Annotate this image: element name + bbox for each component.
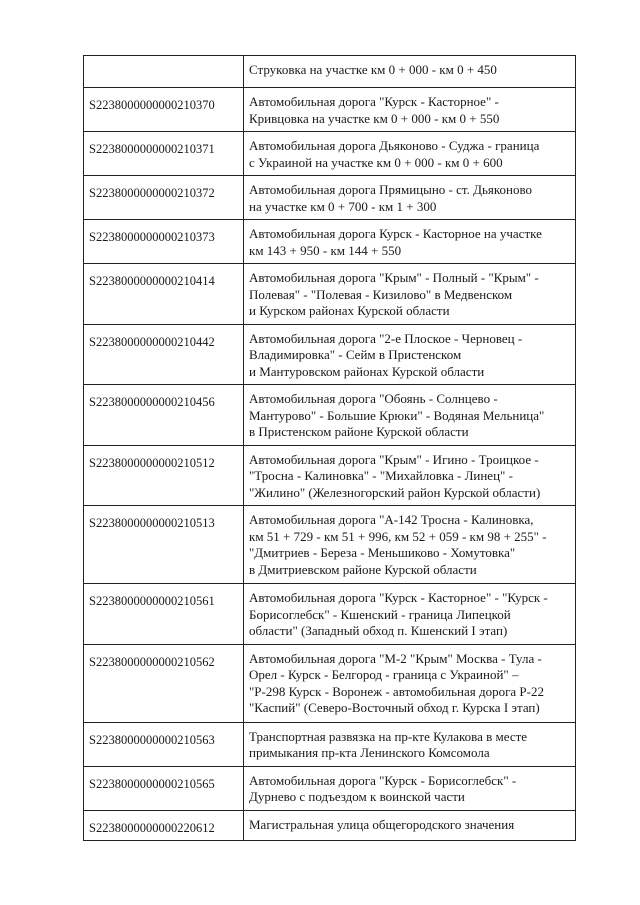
row-description: Транспортная развязка на пр-кте Кулакова в месте примыкания пр-кта Ленинского Комсомола xyxy=(244,722,576,766)
table-row xyxy=(84,810,576,841)
row-description: Струковка на участке км 0 + 000 - км 0 + 450 xyxy=(244,56,576,88)
table-row xyxy=(84,644,576,722)
table-row xyxy=(84,176,576,220)
row-code: S2238000000000210561 xyxy=(84,584,244,645)
row-description: Автомобильная дорога "Курск - Касторное" - "Курск - Борисоглебск" - Кшенский - граница Липецкой области" (Западный обход п. Кшенский I этап) xyxy=(244,584,576,645)
table-row xyxy=(84,264,576,325)
table-row xyxy=(84,132,576,176)
row-code: S2238000000000210371 xyxy=(84,132,244,176)
row-description: Автомобильная дорога Курск - Касторное на участке км 143 + 950 - км 144 + 550 xyxy=(244,220,576,264)
row-description: Магистральная улица общегородского значения xyxy=(244,810,576,841)
row-code: S2238000000000210565 xyxy=(84,766,244,810)
table-row xyxy=(84,766,576,810)
row-description: Автомобильная дорога "Крым" - Игино - Троицкое - "Тросна - Калиновка" - "Михайловка - Линец" - "Жилино" (Железногорский район Курской области) xyxy=(244,445,576,506)
row-description: Автомобильная дорога "А-142 Тросна - Калиновка, км 51 + 729 - км 51 + 996, км 52 + 059 - км 98 + 255" - "Дмитриев - Береза - Меньшиково - Хомутовка" в Дмитриевском районе Курской области xyxy=(244,506,576,584)
row-description: Автомобильная дорога "Обоянь - Солнцево - Мантурово" - Большие Крюки" - Водяная Мельница" в Пристенском районе Курской области xyxy=(244,385,576,446)
row-code: S2238000000000210563 xyxy=(84,722,244,766)
table-row xyxy=(84,506,576,584)
row-description: Автомобильная дорога "2-е Плоское - Черновец - Владимировка" - Сейм в Пристенском и Мантуровском районах Курской области xyxy=(244,324,576,385)
table-row xyxy=(84,722,576,766)
row-code: S2238000000000220612 xyxy=(84,810,244,841)
table-row xyxy=(84,584,576,645)
table-row xyxy=(84,220,576,264)
row-code: S2238000000000210562 xyxy=(84,644,244,722)
row-description: Автомобильная дорога Прямицыно - ст. Дьяконово на участке км 0 + 700 - км 1 + 300 xyxy=(244,176,576,220)
table-row xyxy=(84,445,576,506)
row-code: S2238000000000210414 xyxy=(84,264,244,325)
table-row xyxy=(84,56,576,88)
table-row xyxy=(84,88,576,132)
row-description: Автомобильная дорога "Курск - Борисоглебск" - Дурнево с подъездом к воинской части xyxy=(244,766,576,810)
row-description: Автомобильная дорога Дьяконово - Суджа - граница с Украиной на участке км 0 + 000 - км 0 + 600 xyxy=(244,132,576,176)
table-row xyxy=(84,385,576,446)
row-code: S2238000000000210370 xyxy=(84,88,244,132)
row-code: S2238000000000210512 xyxy=(84,445,244,506)
row-code xyxy=(84,56,244,88)
row-code: S2238000000000210373 xyxy=(84,220,244,264)
row-code: S2238000000000210513 xyxy=(84,506,244,584)
row-description: Автомобильная дорога "Крым" - Полный - "Крым" - Полевая" - "Полевая - Кизилово" в Медвенском и Курском районах Курской области xyxy=(244,264,576,325)
row-code: S2238000000000210442 xyxy=(84,324,244,385)
row-code: S2238000000000210372 xyxy=(84,176,244,220)
roads-table xyxy=(83,55,576,841)
row-code: S2238000000000210456 xyxy=(84,385,244,446)
row-description: Автомобильная дорога "М-2 "Крым" Москва - Тула - Орел - Курск - Белгород - граница с Украиной" – "Р-298 Курск - Воронеж - автомобильная дорога Р-22 "Каспий" (Северо-Восточный обход г. Курска I этап) xyxy=(244,644,576,722)
table-row xyxy=(84,324,576,385)
row-description: Автомобильная дорога "Курск - Касторное" - Кривцовка на участке км 0 + 000 - км 0 + 550 xyxy=(244,88,576,132)
